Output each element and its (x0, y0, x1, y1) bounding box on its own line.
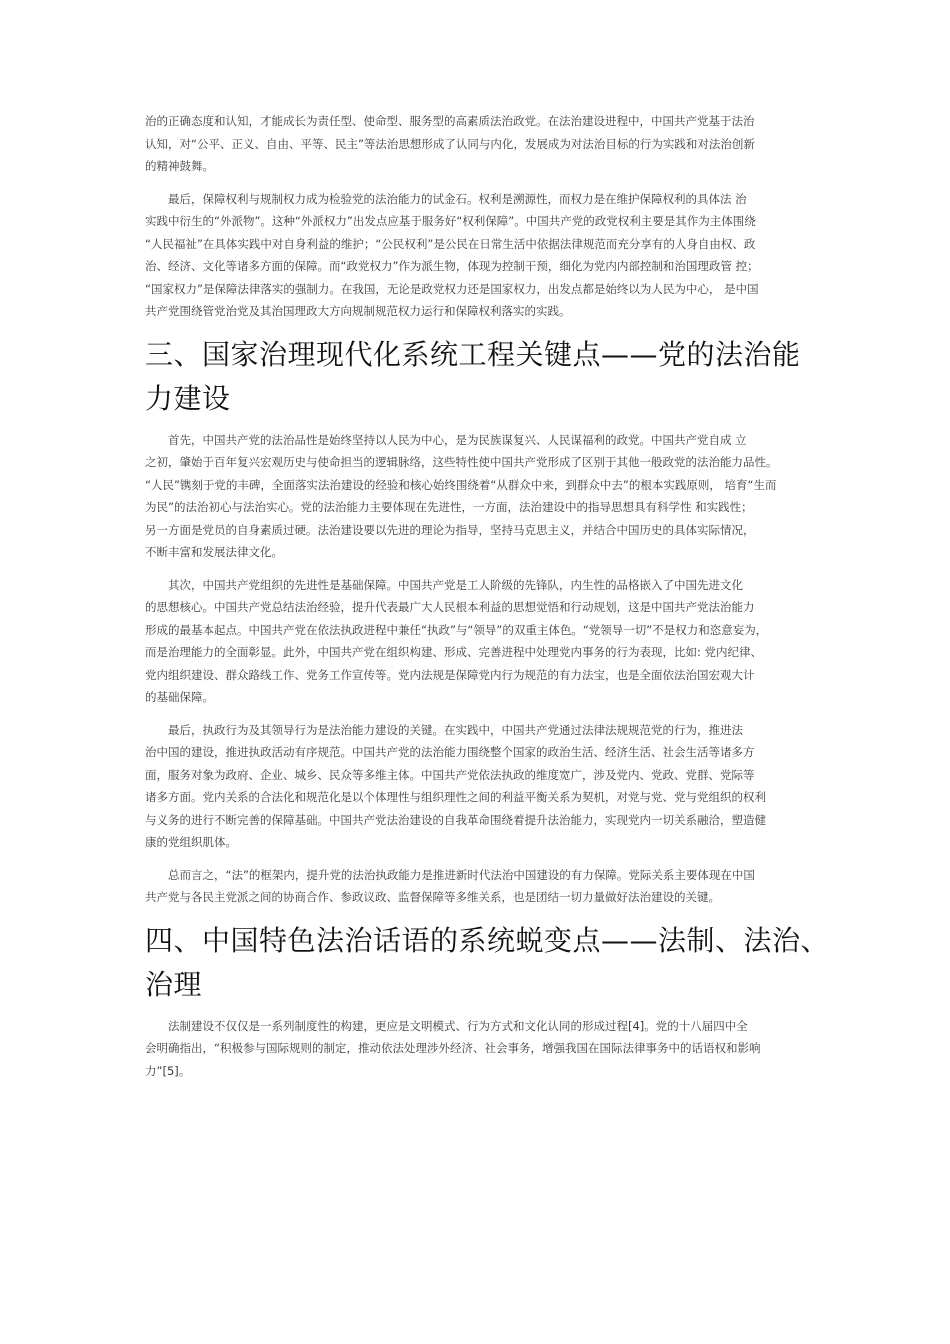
paragraph-legal-system (145, 1015, 815, 1083)
text-line: 法制建设不仅仅是一系列制度性的构建，更应是文明模式、行为方式和文化认同的形成过程[4]。党的十八届四中全 (145, 1018, 748, 1033)
text-line: 康的党组织肌体。 (145, 835, 237, 849)
text-line: 面，服务对象为政府、企业、城乡、民众等多维主体。中国共产党依法执政的维度宽广，涉及党内、党政、党群、党际等 (145, 767, 755, 782)
text-line: 党内组织建设、群众路线工作、党务工作宣传等。党内法规是保障党内行为规范的有力法宝，也是全面依法治国宏观大计 (145, 667, 755, 682)
text-line: 的思想核心。中国共产党总结法治经验，提升代表最广大人民根本利益的思想觉悟和行动规划，这是中国共产党法治能力 (145, 600, 755, 614)
text-line: “人民福祉”在具体实践中对自身利益的维护；“公民权利”是公民在日常生活中依据法律规范而充分享有的人身自由权、政 (145, 236, 756, 251)
section-heading-3 (145, 333, 815, 421)
heading-line: 三、国家治理现代化系统工程关键点——党的法治能 (145, 337, 801, 371)
text-line: 最后，执政行为及其领导行为是法治能力建设的关键。在实践中，中国共产党通过法律法规规范党的行为，推进法 (145, 722, 743, 737)
text-line: 的精神鼓舞。 (145, 159, 214, 173)
text-line: 而是治理能力的全面彰显。此外，中国共产党在组织构建、形成、完善进程中处理党内事务的行为表现，比如: 党内纪律、 (145, 645, 763, 659)
text-line: 另一方面是党员的自身素质过硬。法治建设要以先进的理论为指导，坚持马克思主义，并结合中国历史的具体实际情况， (145, 522, 755, 537)
heading-line: 四、中国特色法治话语的系统蜕变点——法制、法治、 (145, 923, 830, 957)
text-line: 的基础保障。 (145, 690, 214, 704)
text-line: 其次，中国共产党组织的先进性是基础保障。中国共产党是工人阶级的先锋队，内生性的品格嵌入了中国先进文化 (145, 577, 743, 592)
paragraph-governance-conduct (145, 719, 815, 854)
text-line: “国家权力”是保障法律落实的强制力。在我国，无论是政党权力还是国家权力，出发点都是始终以为人民为中心， 是中国 (145, 281, 759, 296)
text-line: 实践中衍生的“外派物”。这种“外派权力”出发点应基于服务好“权利保障”。中国共产党的政党权利主要是其作为主体围绕 (145, 214, 756, 228)
paragraph-summary (145, 864, 815, 909)
heading-line: 治理 (145, 967, 203, 1001)
text-line: 治中国的建设，推进执政活动有序规范。中国共产党的法治能力围绕整个国家的政治生活、经济生活、社会生活等诸多方 (145, 745, 755, 759)
paragraph-organization (145, 574, 815, 709)
text-line: 会明确指出，“积极参与国际规则的制定，推动依法处理涉外经济、社会事务，增强我国在国际法律事务中的话语权和影响 (145, 1041, 761, 1055)
text-line: 不断丰富和发展法律文化。 (145, 545, 283, 559)
text-line: 治、经济、文化等诸多方面的保障。而“政党权力”作为派生物，体现为控制干预，细化为党内内部控制和治国理政管 控； (145, 259, 759, 273)
text-line: 治的正确态度和认知，才能成长为责任型、使命型、服务型的高素质法治政党。在法治建设进程中，中国共产党基于法治 (145, 114, 755, 128)
text-line: 形成的最基本起点。中国共产党在依法执政进程中兼任“执政”与“领导”的双重主体色。“党领导一切”不是权力和恣意妄为， (145, 622, 768, 637)
text-line: 为民”的法治初心与法治实心。党的法治能力主要体现在先进性，一方面，法治建设中的指导思想具有科学性 和实践性； (145, 500, 753, 514)
text-line: 认知，对“公平、正义、自由、平等、民主”等法治思想形成了认同与内化，发展成为对法治目标的行为实践和对法治创新 (145, 136, 755, 151)
paragraph-rights-and-power (145, 188, 815, 323)
heading-line: 力建设 (145, 381, 231, 415)
text-line: 与义务的进行不断完善的保障基础。中国共产党法治建设的自我革命围绕着提升法治能力，实现党内一切关系融洽，塑造健 (145, 812, 766, 827)
text-line: 首先，中国共产党的法治品性是始终坚持以人民为中心，是为民族谋复兴、人民谋福利的政党。中国共产党自成 立 (145, 432, 747, 447)
paragraph-legal-awareness (145, 110, 815, 178)
text-line: 最后，保障权利与规制权力成为检验党的法治能力的试金石。权利是溯源性，而权力是在维护保障权利的具体法 治 (145, 191, 747, 206)
section-heading-4 (145, 919, 830, 1007)
text-line: 总而言之，“法”的框架内，提升党的法治执政能力是推进新时代法治中国建设的有力保障。党际关系主要体现在中国 (145, 867, 755, 882)
text-line: 共产党围绕管党治党及其治国理政大方向规制规范权力运行和保障权利落实的实践。 (145, 304, 571, 318)
document-page (145, 110, 830, 1092)
text-line: “人民”镌刻于党的丰碑，全面落实法治建设的经验和核心始终围绕着“从群众中来，到群众中去”的根本实践原则， 培育“生而 (145, 477, 777, 492)
text-line: 力”[5]。 (145, 1063, 191, 1078)
paragraph-legal-character (145, 429, 815, 564)
text-line: 诸多方面。党内关系的合法化和规范化是以个体理性与组织理性之间的利益平衡关系为契机，对党与党、党与党组织的权利 (145, 790, 766, 804)
text-line: 之初，肇始于百年复兴宏观历史与使命担当的逻辑脉络，这些特性使中国共产党形成了区别于其他一般政党的法治能力品性。 (145, 455, 778, 469)
text-line: 共产党与各民主党派之间的协商合作、参政议政、监督保障等多维关系，也是团结一切力量做好法治建设的关键。 (145, 890, 720, 904)
